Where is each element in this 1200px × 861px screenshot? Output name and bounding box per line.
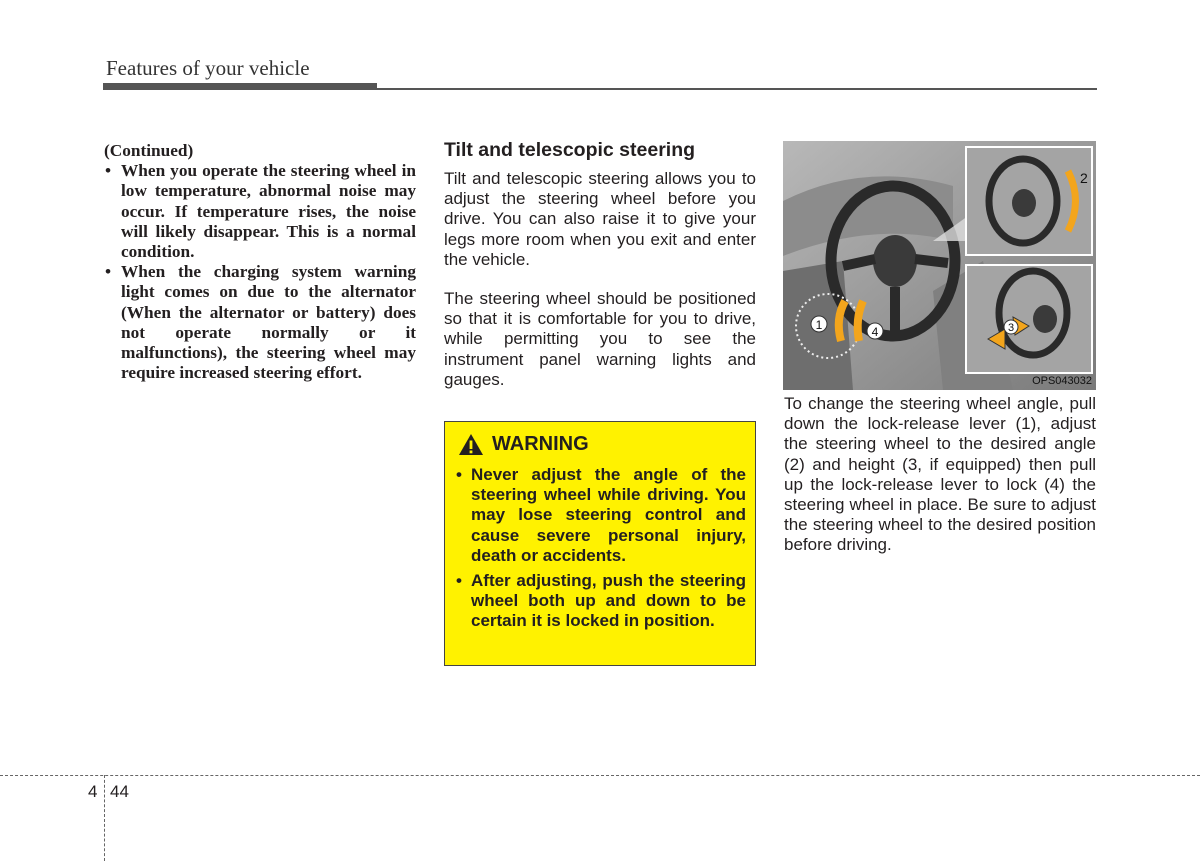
warning-bullet-item: • After adjusting, push the steering wheel both up and down to be certain it is locked in position. xyxy=(456,571,746,632)
warning-bullet-list xyxy=(456,465,746,637)
left-bullet-item: • When the charging system warning light comes on due to the alternator (When the alternator or battery) does not operate normally or it malfunctions), the steering wheel may require increased steering effort. xyxy=(104,262,416,383)
warning-box xyxy=(444,421,756,666)
left-column xyxy=(104,141,416,383)
inset-telescopic xyxy=(966,265,1092,373)
continued-label: (Continued) xyxy=(104,141,194,160)
page-number: 44 xyxy=(110,782,129,801)
footer-rule xyxy=(0,775,1200,776)
body-paragraph: Tilt and telescopic steering allows you to adjust the steering wheel before you drive. You can also raise it to give your legs more room when you exit and enter the vehicle. xyxy=(444,169,756,269)
chapter-number: 4 xyxy=(88,782,98,801)
steering-adjustment-illustration xyxy=(783,141,1096,390)
illustration-graphic xyxy=(783,141,1096,390)
footer-divider xyxy=(104,775,105,861)
callout-3: 3 xyxy=(1007,322,1015,334)
middle-column xyxy=(444,138,756,409)
left-bullet-item: • When you operate the steering wheel in low temperature, abnormal noise may occur. If temperature rises, the noise will likely disappear. This is a normal condition. xyxy=(104,161,416,262)
warning-bullet-item: • Never adjust the angle of the steering wheel while driving. You may lose steering control and cause severe personal injury, death or accidents. xyxy=(456,465,746,566)
warning-title: WARNING xyxy=(492,433,589,455)
header-title: Features of your vehicle xyxy=(106,56,310,80)
header-rule-thin xyxy=(377,88,1097,90)
header-rule-thick xyxy=(103,83,377,90)
body-paragraph: The steering wheel should be positioned so that it is comfortable for you to drive, while permitting you to see the instrument panel warning lights and gauges. xyxy=(444,289,756,389)
inset-tilt xyxy=(966,147,1092,255)
warning-header xyxy=(458,433,589,456)
callout-2: 2 xyxy=(1080,170,1088,186)
figure-caption: OPS043032 xyxy=(1032,375,1092,387)
callout-1: 1 xyxy=(815,318,823,332)
warning-triangle-icon xyxy=(458,433,484,456)
left-bullet-list xyxy=(104,161,416,383)
right-column-paragraph: To change the steering wheel angle, pull down the lock-release lever (1), adjust the steering wheel to the desired angle (2) and height (3, if equipped) then pull up the lock-release lever to lock (4) the steering wheel in place. Be sure to adjust the steering wheel to the desired position before driving. xyxy=(784,394,1096,555)
callout-4: 4 xyxy=(871,325,879,339)
section-heading: Tilt and telescopic steering xyxy=(444,139,696,161)
